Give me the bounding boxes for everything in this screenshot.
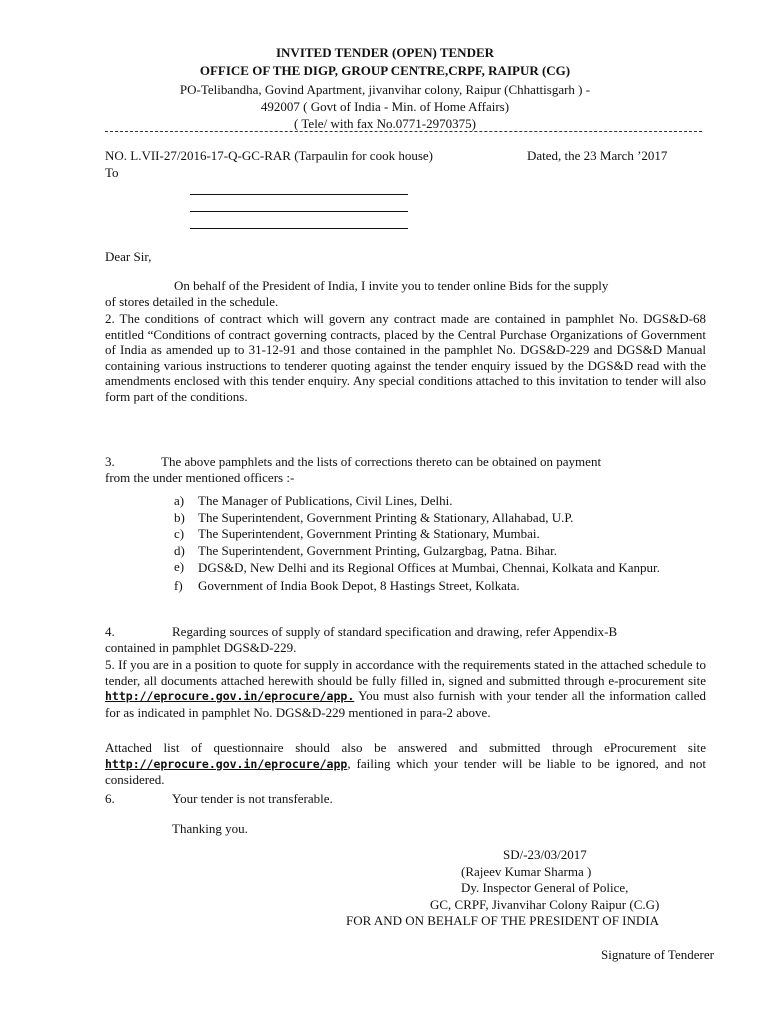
- para1-line1: On behalf of the President of India, I invite you to tender online Bids for the supply: [174, 278, 609, 293]
- address-blank-line-2: [190, 211, 408, 212]
- list-item: b) The Superintendent, Government Printing & Stationary, Allahabad, U.P.: [174, 509, 574, 525]
- signature-sd: SD/-23/03/2017: [503, 847, 587, 862]
- para4-line2: contained in pamphlet DGS&D-229.: [105, 640, 297, 655]
- para3-line2: from the under mentioned officers :-: [105, 470, 295, 485]
- para6-number: 6.: [105, 791, 115, 806]
- tenderer-signature-label: Signature of Tenderer: [601, 947, 714, 962]
- reference-date: Dated, the 23 March ’2017: [527, 148, 668, 163]
- eprocure-link-2[interactable]: http://eprocure.gov.in/eprocure/app: [105, 756, 348, 771]
- behalf-line: FOR AND ON BEHALF OF THE PRESIDENT OF INDIA: [346, 913, 659, 928]
- address-blank-line-3: [190, 228, 408, 229]
- reference-number: NO. L.VII-27/2016-17-Q-GC-RAR (Tarpaulin for cook house): [105, 148, 433, 163]
- para2-conditions: 2. The conditions of contract which will govern any contract made are contained in pamphlet No. DGS&D-68 entitled “Conditions of contract governing contracts, placed by the Central Purchase Organizations of Government of India as amended up to 31-12-91 and those contained in the pamphlet No. DGS&D-229 and DGS&D Manual containing various instructions to tenderer quoting against the tender enquiry issued by the DGS&D read with the amendments enclosed with this tender enquiry. Any special conditions attached to this invitation to tender will also form part of the conditions.: [105, 311, 706, 404]
- officers-list: [172, 493, 706, 595]
- to-label: To: [105, 165, 119, 180]
- address-line-1: PO-Telibandha, Govind Apartment, jivanvihar colony, Raipur (Chhattisgarh ) -: [179, 82, 591, 97]
- closing-thanks: Thanking you.: [172, 821, 248, 836]
- para4-line1: Regarding sources of supply of standard specification and drawing, refer Appendix-B: [172, 624, 618, 639]
- tele-fax: ( Tele/ with fax No.0771-2970375): [294, 116, 476, 131]
- para3-line1: The above pamphlets and the lists of corrections thereto can be obtained on payment: [161, 454, 602, 469]
- para1-line2: of stores detailed in the schedule.: [105, 294, 279, 309]
- signatory-designation: Dy. Inspector General of Police,: [461, 880, 629, 895]
- address-blank-line-1: [190, 194, 408, 195]
- address-line-2: 492007 ( Govt of India - Min. of Home Affairs): [260, 99, 510, 114]
- list-item: d) The Superintendent, Government Printing, Gulzargbag, Patna. Bihar.: [174, 542, 557, 558]
- list-item: e) DGS&D, New Delhi and its Regional Offices at Mumbai, Chennai, Kolkata and Kanpur.: [174, 559, 660, 575]
- document-title: INVITED TENDER (OPEN) TENDER: [275, 45, 495, 60]
- para3-number: 3.: [105, 454, 115, 469]
- signatory-office: GC, CRPF, Jivanvihar Colony Raipur (C.G): [430, 897, 660, 912]
- questionnaire-paragraph: Attached list of questionnaire should also be answered and submitted through eProcurement site http://eprocure.gov.in/eprocure/app, failing which your tender will be liable to be ignored, and not considered.: [105, 740, 706, 787]
- list-item: c) The Superintendent, Government Printing & Stationary, Mumbai.: [174, 526, 540, 541]
- para6-text: Your tender is not transferable.: [172, 791, 333, 806]
- list-item: a) The Manager of Publications, Civil Lines, Delhi.: [174, 493, 453, 508]
- eprocure-link[interactable]: http://eprocure.gov.in/eprocure/app.: [105, 689, 355, 703]
- signatory-name: (Rajeev Kumar Sharma ): [461, 864, 592, 879]
- office-name: OFFICE OF THE DIGP, GROUP CENTRE,CRPF, RAIPUR (CG): [199, 63, 571, 78]
- para5-submission: 5. If you are in a position to quote for supply in accordance with the requirements stated in the attached schedule to tender, all documents attached herewith should be fully filled in, signed and submitted through e-procurement site http://eprocure.gov.in/eprocure/app. You must also furnish with your tender all the information called for as indicated in pamphlet No. DGS&D-229 mentioned in para-2 above.: [105, 657, 706, 720]
- list-item: f) Government of India Book Depot, 8 Hastings Street, Kolkata.: [174, 578, 520, 593]
- salutation: Dear Sir,: [105, 249, 152, 264]
- para4-number: 4.: [105, 624, 115, 639]
- header-divider: [105, 131, 702, 132]
